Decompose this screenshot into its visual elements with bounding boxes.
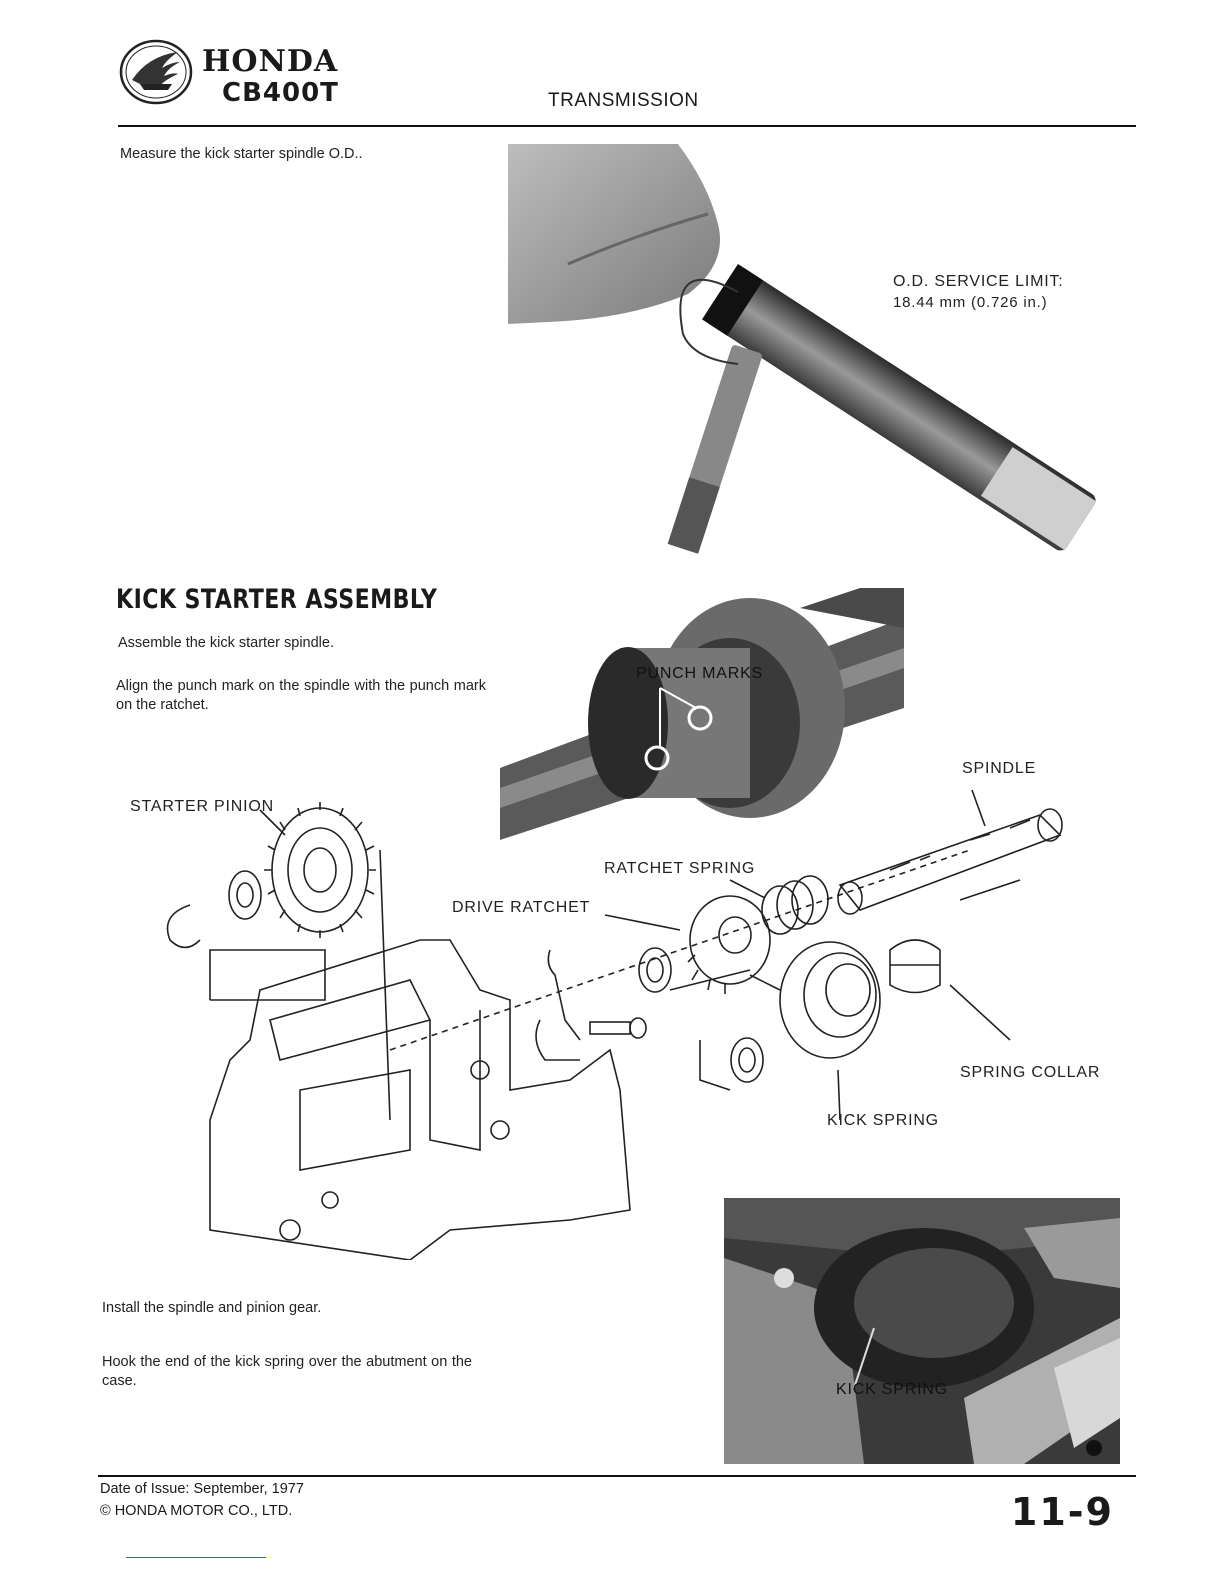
spring-collar-label: SPRING COLLAR xyxy=(960,1064,1101,1081)
model-name: CB400T xyxy=(222,78,339,108)
honda-wing-logo-icon xyxy=(118,38,194,106)
assembly-step-1: Assemble the kick starter spindle. xyxy=(118,635,334,651)
spindle-measurement-photo xyxy=(508,144,1128,572)
ratchet-spring-label: RATCHET SPRING xyxy=(604,860,756,877)
assembly-step-2: Align the punch mark on the spindle with the punch mark on the ratchet. xyxy=(116,678,486,713)
page-number: 11-9 xyxy=(1010,1490,1114,1534)
section-title: TRANSMISSION xyxy=(548,90,699,111)
starter-pinion-label: STARTER PINION xyxy=(130,798,274,815)
drive-ratchet-label: DRIVE RATCHET xyxy=(452,899,591,916)
header-rule xyxy=(118,125,1136,127)
punch-marks-label: PUNCH MARKS xyxy=(636,665,764,682)
spindle-label: SPINDLE xyxy=(962,760,1037,777)
service-limit-label: O.D. SERVICE LIMIT: xyxy=(893,273,1064,290)
kick-spring-label: KICK SPRING xyxy=(827,1112,939,1129)
assembly-heading: KICK STARTER ASSEMBLY xyxy=(116,584,438,615)
kick-spring-installed-photo xyxy=(724,1198,1120,1464)
bottom-link-line xyxy=(126,1557,266,1558)
copyright: © HONDA MOTOR CO., LTD. xyxy=(100,1503,293,1519)
issue-date: Date of Issue: September, 1977 xyxy=(100,1481,304,1497)
install-step-1: Install the spindle and pinion gear. xyxy=(102,1300,322,1316)
service-limit-value: 18.44 mm (0.726 in.) xyxy=(893,294,1048,311)
measure-instruction: Measure the kick starter spindle O.D.. xyxy=(120,146,363,162)
install-step-2: Hook the end of the kick spring over the abutment on the case. xyxy=(102,1354,472,1389)
footer-rule xyxy=(98,1475,1136,1477)
kick-spring-photo-label: KICK SPRING xyxy=(836,1381,948,1398)
brand-name: HONDA xyxy=(202,44,339,79)
